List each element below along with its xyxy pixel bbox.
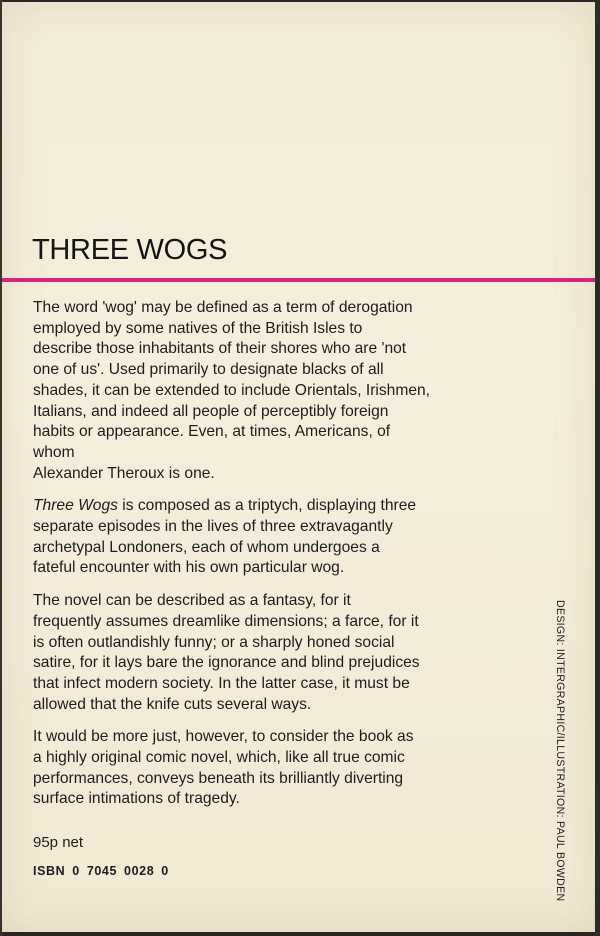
isbn-label: ISBN [33,864,66,878]
isbn-part: 0 [72,864,80,878]
blurb-paragraph-3: The novel can be described as a fantasy, for it frequently assumes dreamlike dimensions; a farce, for it is often outlandishly funny; or a sharply honed social satire, for it lays bare the ignorance and blind prejudices that infect modern society. In the latter case, it must be allowed that the knife cuts several ways. [33,592,420,713]
price: 95p net [33,834,84,851]
accent-rule [2,278,596,282]
blurb-paragraph-1: The word 'wog' may be defined as a term of derogation employed by some natives of the British Isles to describe those inhabitants of their shores who are 'not one of us'. Used primarily to designate blacks of all shades, it can be extended to include Orientals, Irishmen, Italians, and indeed all people of perceptibly foreign habits or appearance. Even, at times, Americans, of whom Alexander Theroux is one. [33,299,431,482]
back-cover [2,2,596,932]
blurb-paragraph-2-text: is composed as a triptych, displaying three separate episodes in the lives of three extravagantly archetypal Londoners, each of whom undergoes a fateful encounter with his own particular wog. [33,497,417,577]
cover-edge-right [595,0,600,936]
book-title: THREE WOGS [32,234,228,266]
isbn-part: 7045 [86,864,118,878]
isbn-part: 0 [161,864,169,878]
blurb-paragraph-2 [33,496,433,579]
book-title-italic: Three Wogs [33,497,118,515]
isbn [33,864,176,878]
blurb-paragraph-4: It would be more just, however, to consider the book as a highly original comic novel, which, like all true comic performances, conveys beneath its brilliantly diverting surface intimations of tragedy. [33,728,414,808]
design-credit [553,600,567,902]
design-credit-text: DESIGN: INTERGRAPHIC/ILLUSTRATION: PAUL BOWDEN [554,600,566,902]
blurb [33,298,433,822]
isbn-part: 0028 [124,864,155,878]
